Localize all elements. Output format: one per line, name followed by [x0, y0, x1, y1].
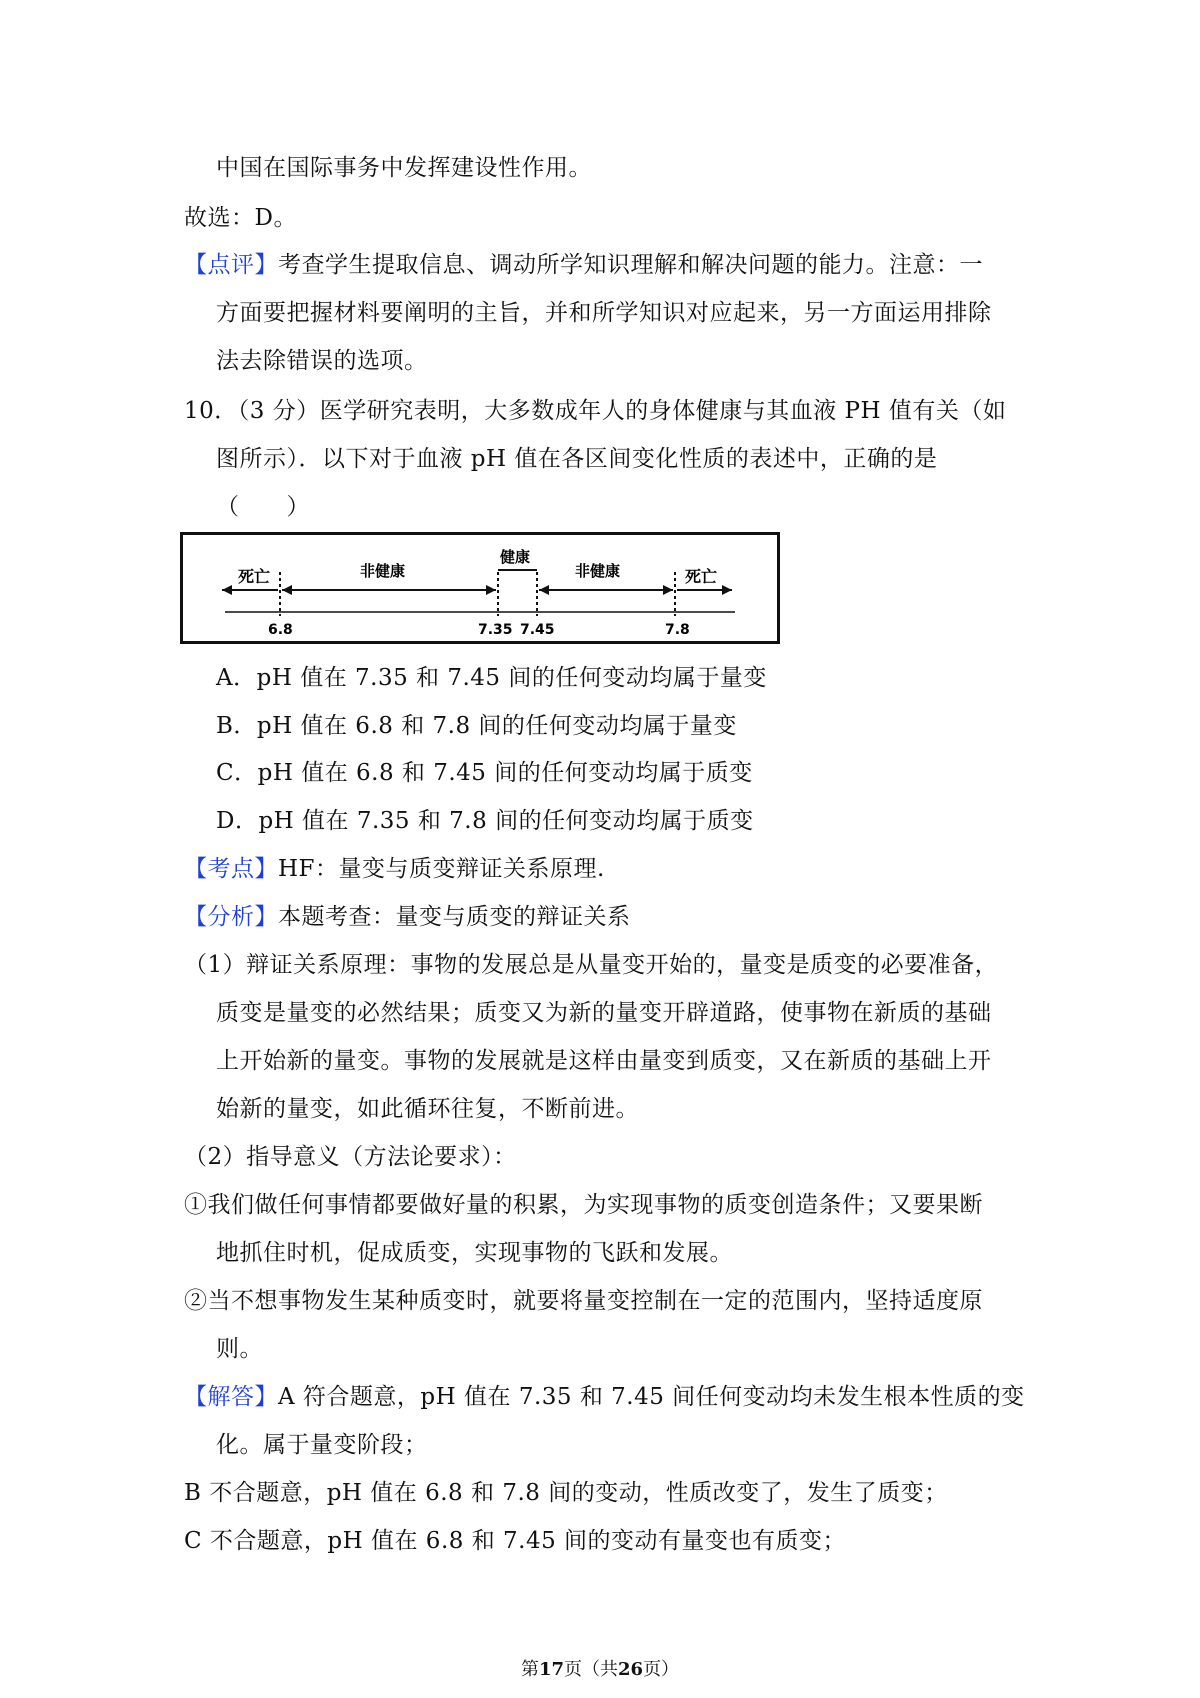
question-line-1 [184, 396, 1006, 426]
jieda-b: B 不合题意，pH 值在 6.8 和 7.8 间的变动，性质改变了，发生了质变； [184, 1480, 948, 1506]
kaodian-line [184, 854, 605, 884]
ph-diagram [180, 532, 780, 644]
jieda-text-1: A 符合题意，pH 值在 7.35 和 7.45 间任何变动均未发生根本性质的变 [278, 1384, 1025, 1410]
jieda-c: C 不合题意，pH 值在 6.8 和 7.45 间的变动有量变也有质变； [184, 1528, 847, 1554]
question-number: 10． [184, 398, 238, 424]
comment-line-1 [184, 250, 983, 280]
tick-label-7-8: 7.8 [665, 622, 690, 638]
jieda-line-2: 化。属于量变阶段； [216, 1432, 428, 1458]
comment-line-3: 法去除错误的选项。 [216, 348, 428, 374]
prev-answer-tail: 中国在国际事务中发挥建设性作用。 [216, 155, 592, 181]
label-unhealthy-right: 非健康 [575, 562, 621, 580]
fenxi-p1-line-4: 始新的量变，如此循环往复，不断前进。 [216, 1096, 639, 1122]
comment-line-2: 方面要把握材料要阐明的主旨，并和所学知识对应起来，另一方面运用排除 [216, 300, 992, 326]
fenxi-p3-line-2: 地抓住时机，促成质变，实现事物的飞跃和发展。 [216, 1240, 733, 1266]
jieda-tag: 【解答】 [184, 1384, 278, 1410]
footer-mid: 页（共 [564, 1659, 618, 1680]
comment-tag: 【点评】 [184, 252, 278, 278]
option-c: C．pH 值在 6.8 和 7.45 间的任何变动均属于质变 [216, 760, 753, 786]
footer-total-pages: 26 [618, 1659, 644, 1680]
kaodian-tag: 【考点】 [184, 856, 278, 882]
question-blank: （ ） [216, 494, 310, 520]
question-line-2: 图所示）．以下对于血液 pH 值在各区间变化性质的表述中，正确的是 [216, 446, 938, 472]
label-death-right: 死亡 [685, 567, 718, 586]
question-text-1: （3 分）医学研究表明，大多数成年人的身体健康与其血液 PH 值有关（如 [237, 398, 1007, 424]
fenxi-p1-line-3: 上开始新的量变。事物的发展就是这样由量变到质变，又在新质的基础上开 [216, 1048, 992, 1074]
footer-page-number: 17 [538, 1659, 564, 1680]
page-footer [0, 1658, 1200, 1682]
fenxi-p1-line-1: （1）辩证关系原理：事物的发展总是从量变开始的，量变是质变的必要准备， [184, 952, 999, 978]
kaodian-text: HF：量变与质变辩证关系原理. [278, 856, 605, 882]
prev-answer-choice: 故选：D。 [184, 205, 297, 231]
fenxi-line [184, 902, 631, 932]
fenxi-p4-line-1: ②当不想事物发生某种质变时，就要将量变控制在一定的范围内，坚持适度原 [184, 1288, 983, 1314]
fenxi-text: 本题考查：量变与质变的辩证关系 [278, 904, 631, 930]
footer-post: 页） [643, 1659, 680, 1680]
tick-label-7-45: 7.45 [520, 622, 555, 638]
comment-text-1: 考查学生提取信息、调动所学知识理解和解决问题的能力。注意：一 [278, 252, 983, 278]
option-a: A．pH 值在 7.35 和 7.45 间的任何变动均属于量变 [216, 665, 767, 691]
fenxi-tag: 【分析】 [184, 904, 278, 930]
ph-diagram-svg [180, 532, 780, 644]
option-b: B．pH 值在 6.8 和 7.8 间的任何变动均属于量变 [216, 713, 737, 739]
tick-label-7-35: 7.35 [478, 622, 513, 638]
footer-pre: 第 [520, 1659, 539, 1680]
fenxi-p2: （2）指导意义（方法论要求）： [184, 1144, 517, 1170]
tick-label-6-8: 6.8 [268, 622, 293, 638]
fenxi-p4-line-2: 则。 [216, 1336, 263, 1362]
label-healthy: 健康 [500, 548, 531, 566]
label-death-left: 死亡 [238, 567, 271, 586]
label-unhealthy-left: 非健康 [360, 562, 406, 580]
jieda-line-1 [184, 1382, 1025, 1412]
fenxi-p3-line-1: ①我们做任何事情都要做好量的积累，为实现事物的质变创造条件；又要果断 [184, 1192, 983, 1218]
fenxi-p1-line-2: 质变是量变的必然结果；质变又为新的量变开辟道路，使事物在新质的基础 [216, 1000, 992, 1026]
option-d: D．pH 值在 7.35 和 7.8 间的任何变动均属于质变 [216, 808, 754, 834]
